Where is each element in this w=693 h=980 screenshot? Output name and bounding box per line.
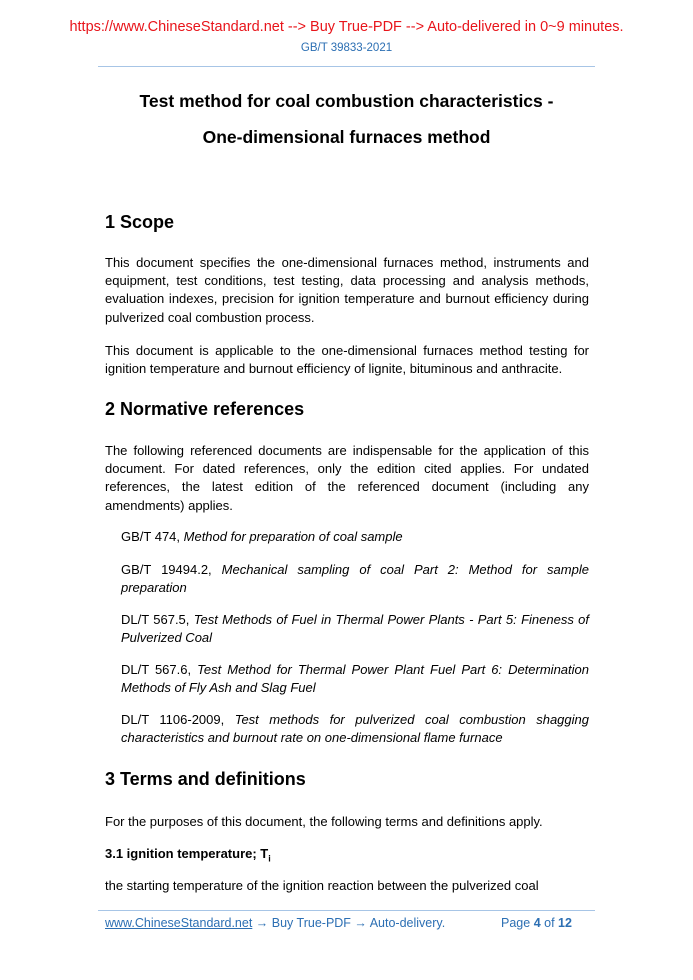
reference-item	[121, 711, 589, 747]
reference-title: Test Methods of Fuel in Thermal Power Plants - Part 5: Fineness of Pulverized Coal	[121, 612, 589, 646]
term-3-1-heading	[105, 846, 271, 864]
page-label: Page	[501, 916, 531, 930]
reference-title: Method for preparation of coal sample	[183, 529, 403, 544]
term-heading-text: 3.1 ignition temperature; T	[105, 846, 269, 861]
reference-code: DL/T 567.6,	[121, 662, 192, 677]
page-current: 4	[533, 916, 541, 930]
reference-code: DL/T 567.5,	[121, 612, 190, 627]
term-3-1-definition: the starting temperature of the ignition reaction between the pulverized coal	[105, 878, 539, 893]
footer-site-link[interactable]: www.ChineseStandard.net	[105, 916, 253, 930]
page-of: of	[544, 916, 555, 930]
reference-item	[121, 611, 589, 647]
reference-code: GB/T 474,	[121, 529, 181, 544]
footer-divider	[98, 910, 595, 911]
footer-promo	[105, 916, 445, 930]
terms-intro: For the purposes of this document, the following terms and definitions apply.	[105, 814, 543, 829]
reference-code: DL/T 1106-2009,	[121, 712, 225, 727]
page-indicator	[501, 916, 572, 930]
scope-paragraph-1: This document specifies the one-dimensional furnaces method, instruments and equipment, test conditions, test testing, data processing and analysis methods, evaluation indexes, precision for ignition temperature and burnout efficiency during pulverized coal combustion process.	[105, 255, 589, 325]
standard-number: GB/T 39833-2021	[300, 42, 393, 54]
header-divider	[98, 66, 595, 67]
section-2-heading: 2 Normative references	[105, 399, 305, 419]
document-title-line-1: Test method for coal combustion characteristics -	[139, 91, 554, 111]
footer-promo-text: → Buy True-PDF → Auto-delivery.	[252, 916, 446, 930]
reference-title: Mechanical sampling of coal Part 2: Method for sample preparation	[121, 562, 589, 596]
section-3-heading: 3 Terms and definitions	[105, 769, 306, 789]
reference-title: Test methods for pulverized coal combustion shagging characteristics and burnout rate on one-dimensional flame furnace	[121, 712, 589, 746]
reference-code: GB/T 19494.2,	[121, 562, 212, 577]
references-intro: The following referenced documents are indispensable for the application of this document. For dated references, only the edition cited applies. For undated references, the latest edition of the referenced document (including any amendments) applies.	[105, 443, 589, 513]
reference-item	[121, 661, 589, 697]
header-banner: https://www.ChineseStandard.net --> Buy True-PDF --> Auto-delivered in 0~9 minutes.	[69, 19, 624, 35]
scope-paragraph-2: This document is applicable to the one-dimensional furnaces method testing for ignition temperature and burnout efficiency of lignite, bituminous and anthracite.	[105, 343, 589, 377]
term-subscript: i	[268, 853, 271, 864]
section-1-heading: 1 Scope	[105, 212, 175, 232]
page-total: 12	[558, 916, 572, 930]
reference-item	[121, 528, 589, 546]
reference-item	[121, 561, 589, 597]
reference-title: Test Method for Thermal Power Plant Fuel Part 6: Determination Methods of Fly Ash and Slag Fuel	[121, 662, 589, 696]
document-title-line-2: One-dimensional furnaces method	[202, 127, 491, 147]
